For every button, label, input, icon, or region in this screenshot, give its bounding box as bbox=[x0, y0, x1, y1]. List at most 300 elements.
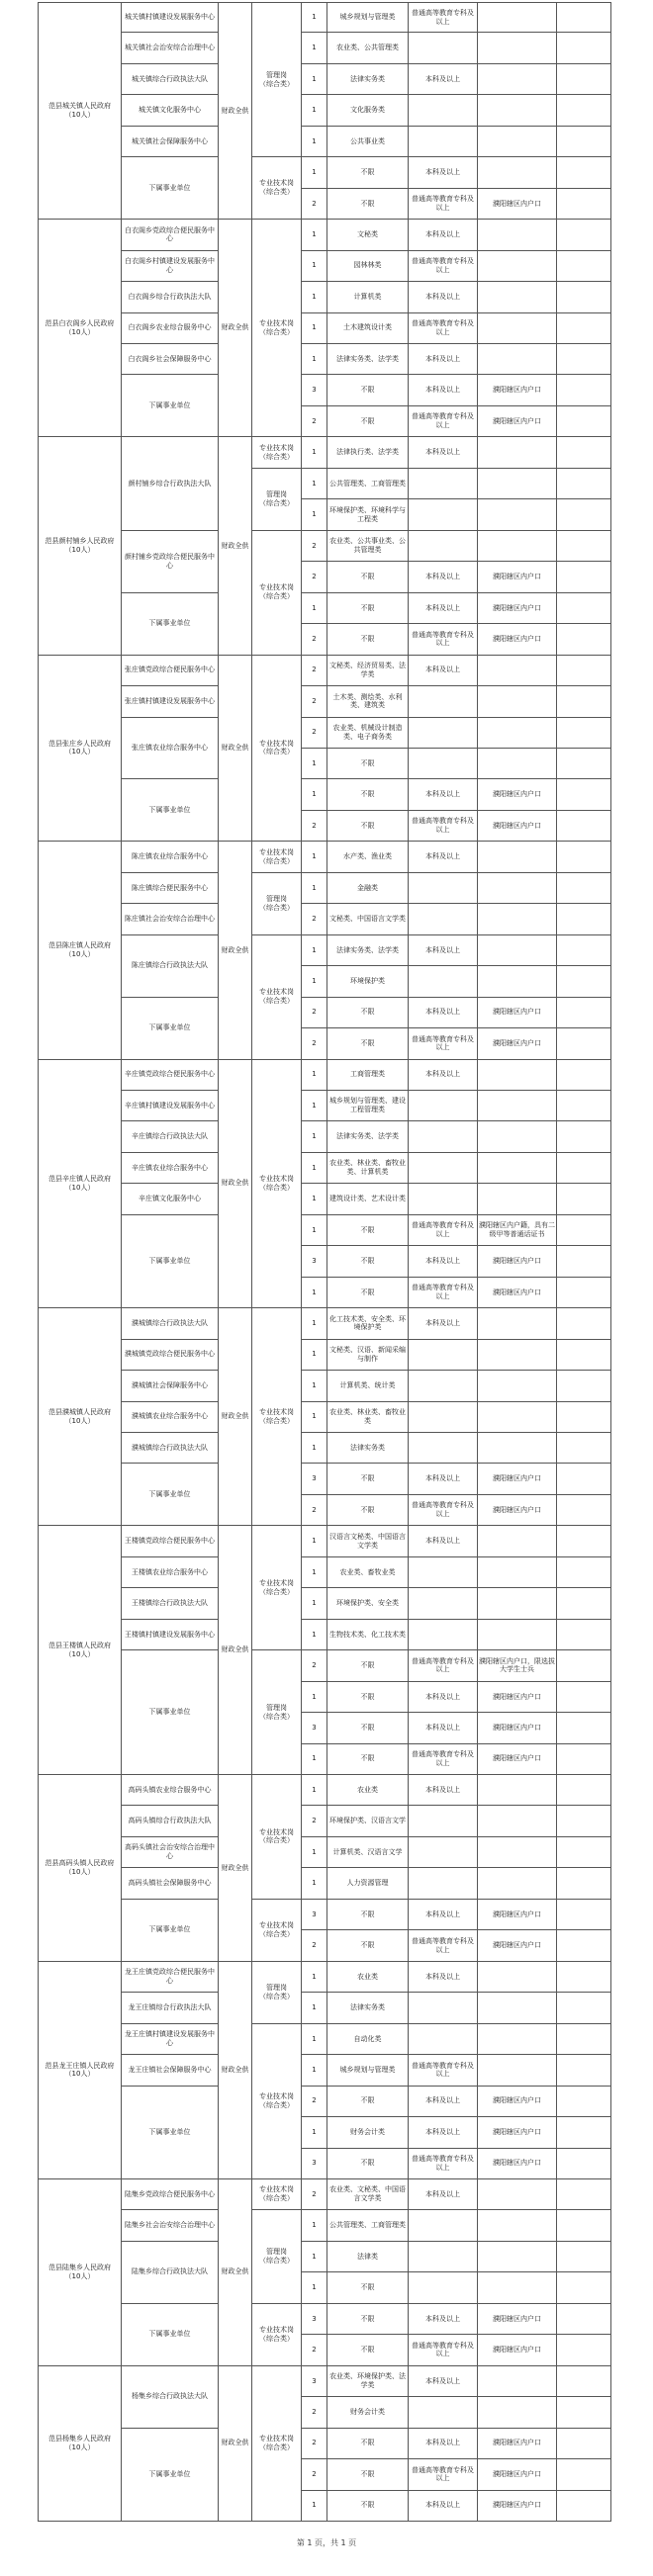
education-requirement: 普通高等教育专科及以上 bbox=[409, 1930, 478, 1961]
unit-name: 王楼镇党政综合便民服务中心 bbox=[122, 1526, 219, 1556]
unit-name: 白衣阁乡综合行政执法大队 bbox=[122, 282, 219, 312]
major-requirement: 不限 bbox=[327, 749, 409, 779]
remarks-cell bbox=[557, 1121, 611, 1152]
headcount: 1 bbox=[302, 1682, 327, 1713]
funding-type: 财政全供 bbox=[219, 842, 252, 1059]
headcount: 1 bbox=[302, 1557, 327, 1588]
headcount: 1 bbox=[302, 1868, 327, 1899]
major-requirement: 不限 bbox=[327, 2304, 409, 2335]
remarks-cell bbox=[557, 1153, 611, 1184]
major-requirement: 农业类、林业类、畜牧业类、计算机类 bbox=[327, 1153, 409, 1184]
education-requirement: 普通高等教育专科及以上 bbox=[409, 1028, 478, 1059]
education-requirement: 普通高等教育专科及以上 bbox=[409, 624, 478, 655]
education-requirement bbox=[409, 686, 478, 717]
town-name: 范县濮城镇人民政府 （10人） bbox=[38, 1308, 122, 1526]
headcount: 2 bbox=[302, 904, 327, 934]
headcount: 1 bbox=[302, 282, 327, 312]
other-requirement bbox=[478, 2179, 557, 2210]
headcount: 1 bbox=[302, 749, 327, 779]
unit-name: 下属事业单位 bbox=[122, 1464, 219, 1526]
remarks-cell bbox=[557, 1495, 611, 1526]
other-requirement bbox=[478, 2055, 557, 2086]
remarks-cell bbox=[557, 2210, 611, 2241]
education-requirement: 本科及以上 bbox=[409, 779, 478, 810]
unit-name: 下属事业单位 bbox=[122, 779, 219, 842]
other-requirement bbox=[478, 2242, 557, 2272]
major-requirement: 不限 bbox=[327, 779, 409, 810]
remarks-cell bbox=[557, 998, 611, 1028]
other-requirement bbox=[478, 2, 557, 33]
remarks-cell bbox=[557, 1060, 611, 1091]
major-requirement: 不限 bbox=[327, 1495, 409, 1526]
education-requirement bbox=[409, 749, 478, 779]
position-type: 专业技术岗 （综合类） bbox=[252, 1060, 302, 1309]
education-requirement: 本科及以上 bbox=[409, 1246, 478, 1277]
headcount: 1 bbox=[302, 1744, 327, 1775]
remarks-cell bbox=[557, 2117, 611, 2148]
education-requirement: 本科及以上 bbox=[409, 282, 478, 312]
major-requirement: 法律实务类 bbox=[327, 64, 409, 95]
major-requirement: 土木建筑设计类 bbox=[327, 313, 409, 344]
remarks-cell bbox=[557, 1930, 611, 1961]
other-requirement bbox=[478, 344, 557, 375]
remarks-cell bbox=[557, 33, 611, 63]
education-requirement bbox=[409, 1620, 478, 1650]
education-requirement bbox=[409, 1091, 478, 1121]
remarks-cell bbox=[557, 499, 611, 530]
education-requirement: 本科及以上 bbox=[409, 1682, 478, 1713]
headcount: 2 bbox=[302, 1028, 327, 1059]
major-requirement: 法律实务类 bbox=[327, 1433, 409, 1464]
position-type: 专业技术岗 （综合类） bbox=[252, 220, 302, 437]
town-name: 范县颜村铺乡人民政府 （10人） bbox=[38, 437, 122, 655]
major-requirement: 不限 bbox=[327, 1215, 409, 1246]
unit-name: 下属事业单位 bbox=[122, 2087, 219, 2179]
other-requirement bbox=[478, 282, 557, 312]
unit-name: 高码头镇社会治安综合治理中心 bbox=[122, 1837, 219, 1868]
remarks-cell bbox=[557, 2491, 611, 2522]
headcount: 1 bbox=[302, 1215, 327, 1246]
unit-name: 颜村铺乡综合行政执法大队 bbox=[122, 437, 219, 530]
headcount: 1 bbox=[302, 1837, 327, 1868]
other-requirement: 濮阳辖区内户口 bbox=[478, 1464, 557, 1494]
remarks-cell bbox=[557, 1620, 611, 1650]
major-requirement: 法律类 bbox=[327, 2242, 409, 2272]
remarks-cell bbox=[557, 593, 611, 624]
headcount: 2 bbox=[302, 531, 327, 562]
major-requirement: 农业类、林业类、畜牧业类 bbox=[327, 1402, 409, 1433]
remarks-cell bbox=[557, 2429, 611, 2459]
education-requirement: 本科及以上 bbox=[409, 1308, 478, 1339]
unit-name: 白衣阁乡农业综合服务中心 bbox=[122, 313, 219, 344]
headcount: 2 bbox=[302, 406, 327, 437]
headcount: 1 bbox=[302, 1402, 327, 1433]
unit-name: 濮城镇党政综合便民服务中心 bbox=[122, 1340, 219, 1371]
education-requirement: 本科及以上 bbox=[409, 1060, 478, 1091]
headcount: 1 bbox=[302, 1588, 327, 1619]
major-requirement: 不限 bbox=[327, 1650, 409, 1681]
major-requirement: 不限 bbox=[327, 375, 409, 405]
education-requirement bbox=[409, 1806, 478, 1836]
remarks-cell bbox=[557, 2055, 611, 2086]
unit-name: 陈庄镇社会治安综合治理中心 bbox=[122, 904, 219, 934]
recruitment-table bbox=[38, 2, 611, 2522]
position-type: 管理岗 （综合类） bbox=[252, 469, 302, 531]
education-requirement: 本科及以上 bbox=[409, 2179, 478, 2210]
major-requirement: 不限 bbox=[327, 998, 409, 1028]
unit-name: 龙王庄镇综合行政执法大队 bbox=[122, 1993, 219, 2023]
remarks-cell bbox=[557, 656, 611, 686]
major-requirement: 不限 bbox=[327, 2149, 409, 2179]
headcount: 3 bbox=[302, 1713, 327, 1743]
headcount: 2 bbox=[302, 562, 327, 592]
education-requirement: 本科及以上 bbox=[409, 1526, 478, 1556]
unit-name: 陈庄镇综合便民服务中心 bbox=[122, 873, 219, 904]
major-requirement: 不限 bbox=[327, 1464, 409, 1494]
town-name: 范县王楼镇人民政府 （10人） bbox=[38, 1526, 122, 1775]
education-requirement: 普通高等教育专科及以上 bbox=[409, 189, 478, 220]
other-requirement bbox=[478, 749, 557, 779]
headcount: 1 bbox=[302, 2242, 327, 2272]
remarks-cell bbox=[557, 1402, 611, 1433]
unit-name: 陈庄镇农业综合服务中心 bbox=[122, 842, 219, 872]
remarks-cell bbox=[557, 1650, 611, 1681]
headcount: 1 bbox=[302, 220, 327, 250]
other-requirement: 濮阳辖区内户口 bbox=[478, 375, 557, 405]
education-requirement: 本科及以上 bbox=[409, 656, 478, 686]
other-requirement: 濮阳辖区内户口 bbox=[478, 1930, 557, 1961]
major-requirement: 不限 bbox=[327, 1744, 409, 1775]
education-requirement: 本科及以上 bbox=[409, 2117, 478, 2148]
education-requirement bbox=[409, 1121, 478, 1152]
other-requirement bbox=[478, 2272, 557, 2303]
unit-name: 高码头镇农业综合服务中心 bbox=[122, 1775, 219, 1806]
major-requirement: 生物技术类、化工技术类 bbox=[327, 1620, 409, 1650]
remarks-cell bbox=[557, 2024, 611, 2055]
other-requirement bbox=[478, 64, 557, 95]
remarks-cell bbox=[557, 2242, 611, 2272]
other-requirement bbox=[478, 2210, 557, 2241]
position-type: 专业技术岗 （综合类） bbox=[252, 1900, 302, 1962]
other-requirement bbox=[478, 842, 557, 872]
remarks-cell bbox=[557, 1682, 611, 1713]
education-requirement: 本科及以上 bbox=[409, 2491, 478, 2522]
other-requirement bbox=[478, 2024, 557, 2055]
remarks-cell bbox=[557, 95, 611, 126]
education-requirement: 本科及以上 bbox=[409, 2304, 478, 2335]
remarks-cell bbox=[557, 749, 611, 779]
unit-name: 白衣阁乡社会保障服务中心 bbox=[122, 344, 219, 375]
major-requirement: 园林林类 bbox=[327, 251, 409, 282]
major-requirement: 城乡规划与管理类 bbox=[327, 2, 409, 33]
education-requirement: 本科及以上 bbox=[409, 1900, 478, 1930]
headcount: 2 bbox=[302, 686, 327, 717]
unit-name: 下属事业单位 bbox=[122, 2429, 219, 2522]
major-requirement: 不限 bbox=[327, 1713, 409, 1743]
headcount: 2 bbox=[302, 1650, 327, 1681]
remarks-cell bbox=[557, 1184, 611, 1214]
other-requirement: 濮阳辖区内户口 bbox=[478, 624, 557, 655]
other-requirement bbox=[478, 1153, 557, 1184]
other-requirement bbox=[478, 2397, 557, 2428]
headcount: 3 bbox=[302, 1246, 327, 1277]
headcount: 2 bbox=[302, 1930, 327, 1961]
other-requirement: 濮阳辖区内户口 bbox=[478, 562, 557, 592]
education-requirement bbox=[409, 95, 478, 126]
unit-name: 辛庄镇村镇建设发展服务中心 bbox=[122, 1091, 219, 1121]
other-requirement bbox=[478, 1588, 557, 1619]
unit-name: 颜村铺乡党政综合便民服务中心 bbox=[122, 531, 219, 593]
headcount: 1 bbox=[302, 779, 327, 810]
unit-name: 张庄镇农业综合服务中心 bbox=[122, 718, 219, 780]
other-requirement: 濮阳辖区内户口 bbox=[478, 593, 557, 624]
education-requirement: 本科及以上 bbox=[409, 2429, 478, 2459]
headcount: 1 bbox=[302, 842, 327, 872]
education-requirement: 普通高等教育专科及以上 bbox=[409, 2, 478, 33]
unit-name: 白衣阁乡村镇建设发展服务中心 bbox=[122, 251, 219, 282]
funding-type: 财政全供 bbox=[219, 437, 252, 655]
other-requirement bbox=[478, 873, 557, 904]
headcount: 1 bbox=[302, 1060, 327, 1091]
town-name: 范县白衣阁乡人民政府 （10人） bbox=[38, 220, 122, 437]
remarks-cell bbox=[557, 966, 611, 997]
remarks-cell bbox=[557, 1713, 611, 1743]
major-requirement: 农业类、公共管理类 bbox=[327, 33, 409, 63]
remarks-cell bbox=[557, 1215, 611, 1246]
other-requirement: 濮阳辖区内户口 bbox=[478, 1246, 557, 1277]
unit-name: 辛庄镇文化服务中心 bbox=[122, 1184, 219, 1214]
other-requirement bbox=[478, 1091, 557, 1121]
education-requirement bbox=[409, 2242, 478, 2272]
other-requirement: 濮阳辖区内户口 bbox=[478, 1495, 557, 1526]
education-requirement: 本科及以上 bbox=[409, 375, 478, 405]
headcount: 2 bbox=[302, 2335, 327, 2365]
major-requirement: 财务会计类 bbox=[327, 2117, 409, 2148]
remarks-cell bbox=[557, 904, 611, 934]
town-name: 范县张庄乡人民政府 （10人） bbox=[38, 656, 122, 843]
other-requirement bbox=[478, 1371, 557, 1401]
major-requirement: 人力资源管理 bbox=[327, 1868, 409, 1899]
other-requirement bbox=[478, 1962, 557, 1993]
education-requirement bbox=[409, 1433, 478, 1464]
unit-name: 下属事业单位 bbox=[122, 1215, 219, 1308]
remarks-cell bbox=[557, 220, 611, 250]
headcount: 2 bbox=[302, 189, 327, 220]
headcount: 2 bbox=[302, 811, 327, 842]
major-requirement: 不限 bbox=[327, 157, 409, 188]
remarks-cell bbox=[557, 1308, 611, 1339]
major-requirement: 公共事业类 bbox=[327, 127, 409, 157]
education-requirement bbox=[409, 1993, 478, 2023]
education-requirement: 本科及以上 bbox=[409, 593, 478, 624]
remarks-cell bbox=[557, 251, 611, 282]
headcount: 1 bbox=[302, 2210, 327, 2241]
other-requirement: 濮阳辖区内户口，限选拔大学生士兵 bbox=[478, 1650, 557, 1681]
funding-type: 财政全供 bbox=[219, 1526, 252, 1775]
headcount: 1 bbox=[302, 1620, 327, 1650]
remarks-cell bbox=[557, 1464, 611, 1494]
funding-type: 财政全供 bbox=[219, 2179, 252, 2366]
other-requirement: 濮阳辖区内户口 bbox=[478, 1028, 557, 1059]
major-requirement: 农业类 bbox=[327, 1775, 409, 1806]
remarks-cell bbox=[557, 469, 611, 499]
other-requirement bbox=[478, 1433, 557, 1464]
unit-name: 龙王庄镇村镇建设发展服务中心 bbox=[122, 2024, 219, 2055]
other-requirement: 濮阳辖区内户口 bbox=[478, 811, 557, 842]
headcount: 1 bbox=[302, 33, 327, 63]
other-requirement bbox=[478, 966, 557, 997]
position-type: 专业技术岗 （综合类） bbox=[252, 1526, 302, 1650]
headcount: 2 bbox=[302, 624, 327, 655]
headcount: 2 bbox=[302, 2087, 327, 2117]
education-requirement bbox=[409, 127, 478, 157]
remarks-cell bbox=[557, 313, 611, 344]
major-requirement: 不限 bbox=[327, 2087, 409, 2117]
remarks-cell bbox=[557, 2459, 611, 2490]
headcount: 1 bbox=[302, 1184, 327, 1214]
remarks-cell bbox=[557, 2179, 611, 2210]
major-requirement: 不限 bbox=[327, 1900, 409, 1930]
unit-name: 下属事业单位 bbox=[122, 375, 219, 437]
major-requirement: 土木类、测绘类、水利类、建筑类 bbox=[327, 686, 409, 717]
education-requirement: 普通高等教育专科及以上 bbox=[409, 2459, 478, 2490]
remarks-cell bbox=[557, 437, 611, 468]
major-requirement: 城乡规划与管理类、建设工程管理类 bbox=[327, 1091, 409, 1121]
education-requirement bbox=[409, 1184, 478, 1214]
remarks-cell bbox=[557, 562, 611, 592]
other-requirement bbox=[478, 1775, 557, 1806]
remarks-cell bbox=[557, 1837, 611, 1868]
education-requirement: 本科及以上 bbox=[409, 562, 478, 592]
education-requirement: 普通高等教育专科及以上 bbox=[409, 2055, 478, 2086]
major-requirement: 农业类 bbox=[327, 1962, 409, 1993]
education-requirement bbox=[409, 531, 478, 562]
remarks-cell bbox=[557, 624, 611, 655]
major-requirement: 不限 bbox=[327, 811, 409, 842]
education-requirement bbox=[409, 469, 478, 499]
education-requirement: 本科及以上 bbox=[409, 998, 478, 1028]
other-requirement: 濮阳辖区内户口 bbox=[478, 406, 557, 437]
other-requirement bbox=[478, 1340, 557, 1371]
major-requirement: 农业类、文秘类、中国语言文学类 bbox=[327, 2179, 409, 2210]
remarks-cell bbox=[557, 2272, 611, 2303]
education-requirement bbox=[409, 2272, 478, 2303]
headcount: 1 bbox=[302, 1091, 327, 1121]
education-requirement: 本科及以上 bbox=[409, 842, 478, 872]
major-requirement: 农业类、环境保护类、法学类 bbox=[327, 2366, 409, 2397]
remarks-cell bbox=[557, 1246, 611, 1277]
town-name: 范县辛庄镇人民政府 （10人） bbox=[38, 1060, 122, 1309]
major-requirement: 农业类、畜牧业类 bbox=[327, 1557, 409, 1588]
remarks-cell bbox=[557, 1028, 611, 1059]
headcount: 1 bbox=[302, 873, 327, 904]
education-requirement bbox=[409, 966, 478, 997]
unit-name: 陆集乡社会治安综合治理中心 bbox=[122, 2210, 219, 2241]
other-requirement: 濮阳辖区内户口 bbox=[478, 1278, 557, 1308]
remarks-cell bbox=[557, 935, 611, 966]
education-requirement: 普通高等教育专科及以上 bbox=[409, 811, 478, 842]
other-requirement: 濮阳辖区内户口 bbox=[478, 1744, 557, 1775]
headcount: 1 bbox=[302, 1278, 327, 1308]
major-requirement: 计算机类 bbox=[327, 282, 409, 312]
major-requirement: 财务会计类 bbox=[327, 2397, 409, 2428]
remarks-cell bbox=[557, 686, 611, 717]
other-requirement bbox=[478, 1868, 557, 1899]
major-requirement: 不限 bbox=[327, 2335, 409, 2365]
headcount: 1 bbox=[302, 1993, 327, 2023]
unit-name: 杨集乡综合行政执法大队 bbox=[122, 2366, 219, 2429]
major-requirement: 不限 bbox=[327, 2459, 409, 2490]
funding-type: 财政全供 bbox=[219, 1060, 252, 1309]
unit-name: 下属事业单位 bbox=[122, 1650, 219, 1775]
unit-name: 辛庄镇农业综合服务中心 bbox=[122, 1153, 219, 1184]
remarks-cell bbox=[557, 1557, 611, 1588]
headcount: 2 bbox=[302, 2179, 327, 2210]
headcount: 1 bbox=[302, 95, 327, 126]
other-requirement: 濮阳辖区内户口 bbox=[478, 2459, 557, 2490]
major-requirement: 不限 bbox=[327, 1246, 409, 1277]
position-type: 专业技术岗 （综合类） bbox=[252, 2304, 302, 2366]
position-type: 管理岗 （综合类） bbox=[252, 1962, 302, 2024]
other-requirement: 濮阳辖区内户口 bbox=[478, 189, 557, 220]
other-requirement: 濮阳辖区内户口 bbox=[478, 2429, 557, 2459]
headcount: 1 bbox=[302, 313, 327, 344]
unit-name: 张庄镇党政综合便民服务中心 bbox=[122, 656, 219, 686]
major-requirement: 法律实务类、法学类 bbox=[327, 344, 409, 375]
remarks-cell bbox=[557, 1433, 611, 1464]
town-name: 范县高码头镇人民政府 （10人） bbox=[38, 1775, 122, 1962]
headcount: 1 bbox=[302, 1526, 327, 1556]
other-requirement bbox=[478, 1837, 557, 1868]
remarks-cell bbox=[557, 375, 611, 405]
unit-name: 王楼镇农业综合服务中心 bbox=[122, 1557, 219, 1588]
position-type: 管理岗 （综合类） bbox=[252, 1650, 302, 1775]
town-name: 范县陈庄镇人民政府 （10人） bbox=[38, 842, 122, 1059]
major-requirement: 不限 bbox=[327, 1028, 409, 1059]
funding-type: 财政全供 bbox=[219, 220, 252, 437]
other-requirement bbox=[478, 1557, 557, 1588]
major-requirement: 法律执行类、法学类 bbox=[327, 437, 409, 468]
other-requirement bbox=[478, 313, 557, 344]
major-requirement: 环境保护类、环境科学与工程类 bbox=[327, 499, 409, 530]
remarks-cell bbox=[557, 1371, 611, 1401]
remarks-cell bbox=[557, 1526, 611, 1556]
major-requirement: 化工技术类、安全类、环境保护类 bbox=[327, 1308, 409, 1339]
headcount: 1 bbox=[302, 1308, 327, 1339]
unit-name: 陈庄镇综合行政执法大队 bbox=[122, 935, 219, 998]
major-requirement: 法律实务类、法学类 bbox=[327, 935, 409, 966]
remarks-cell bbox=[557, 1775, 611, 1806]
remarks-cell bbox=[557, 1962, 611, 1993]
education-requirement: 本科及以上 bbox=[409, 437, 478, 468]
position-type: 管理岗 （综合类） bbox=[252, 2210, 302, 2303]
education-requirement: 普通高等教育专科及以上 bbox=[409, 1278, 478, 1308]
headcount: 1 bbox=[302, 1433, 327, 1464]
major-requirement: 不限 bbox=[327, 2429, 409, 2459]
other-requirement bbox=[478, 531, 557, 562]
major-requirement: 不限 bbox=[327, 1278, 409, 1308]
headcount: 1 bbox=[302, 251, 327, 282]
major-requirement: 法律实务类、法学类 bbox=[327, 1121, 409, 1152]
other-requirement: 濮阳辖区内户口 bbox=[478, 1900, 557, 1930]
major-requirement: 汉语言文秘类、中国语言文学类 bbox=[327, 1526, 409, 1556]
education-requirement bbox=[409, 33, 478, 63]
position-type: 专业技术岗 （综合类） bbox=[252, 656, 302, 843]
education-requirement: 普通高等教育专科及以上 bbox=[409, 2149, 478, 2179]
other-requirement bbox=[478, 656, 557, 686]
other-requirement bbox=[478, 935, 557, 966]
funding-type: 财政全供 bbox=[219, 656, 252, 843]
